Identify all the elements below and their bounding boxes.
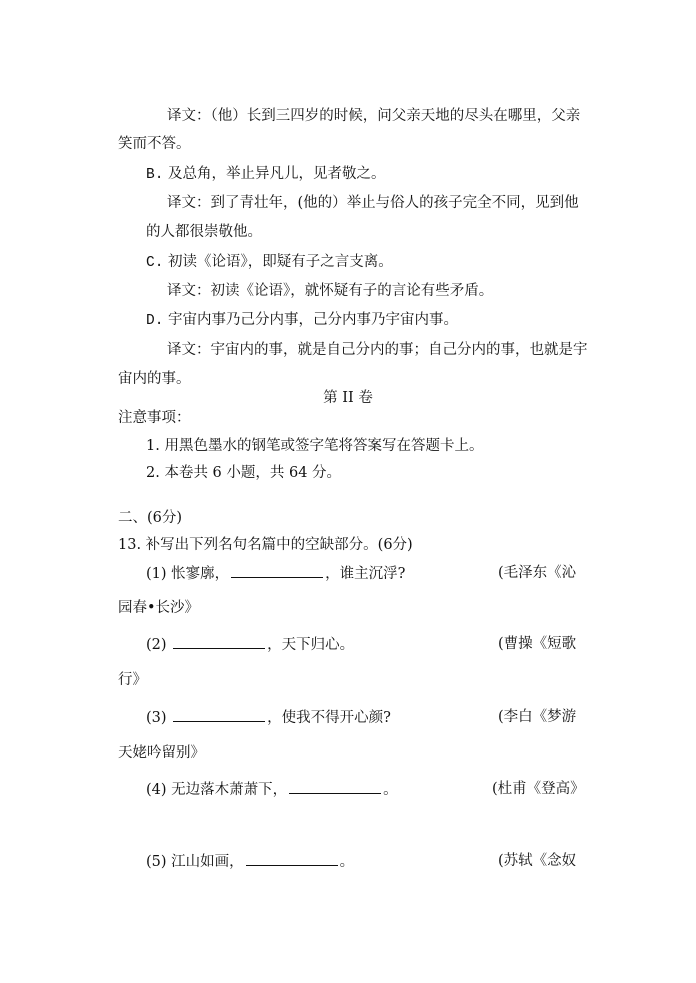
- quote-item-1-source-cont: 园春•长沙》: [118, 600, 200, 616]
- option-d-text: 宇宙内事乃己分内事，己分内事乃宇宙内事。: [168, 312, 459, 328]
- notes-item-2: 2. 本卷共 6 小题，共 64 分。: [146, 465, 342, 481]
- volume-title: 第 II 卷: [323, 390, 373, 406]
- section-heading: 二、(6分): [118, 510, 183, 526]
- quote-item-1-blank[interactable]: [231, 563, 323, 578]
- quote-item-3-after: ，使我不得开心颜?: [267, 710, 391, 726]
- option-d-translation-line2: 宙内的事。: [118, 371, 191, 387]
- quote-item-5-blank[interactable]: [246, 851, 338, 866]
- option-b-translation-line1: 译文：到了青壮年，(他的）举止与俗人的孩子完全不同，见到他: [167, 195, 579, 211]
- quote-item-2-after: ，天下归心。: [267, 637, 355, 653]
- option-b-label: B.: [146, 167, 164, 183]
- quote-item-3-blank[interactable]: [173, 707, 265, 722]
- quote-item-5-number: (5): [146, 854, 167, 870]
- quote-item-4-source: (杜甫《登高》: [492, 781, 585, 797]
- option-a-translation-line2: 笑而不答。: [118, 136, 191, 152]
- quote-item-1-after: ，谁主沉浮?: [325, 566, 406, 582]
- quote-item-3-source-cont: 天姥吟留别》: [118, 745, 205, 761]
- quote-item-3-number: (3): [146, 710, 167, 726]
- quote-item-5-source: (苏轼《念奴: [498, 853, 577, 869]
- quote-item-1-before: 怅寥廓，: [171, 566, 230, 582]
- quote-item-4: [146, 779, 398, 800]
- quote-item-5: [146, 851, 354, 872]
- notes-heading: 注意事项：: [118, 410, 191, 426]
- quote-item-5-before: 江山如画，: [171, 854, 244, 870]
- option-b-translation-line2: 的人都很崇敬他。: [146, 224, 262, 240]
- notes-item-1: 1. 用黑色墨水的钢笔或签字笔将答案写在答题卡上。: [146, 438, 484, 454]
- quote-item-2-source: (曹操《短歌: [498, 636, 577, 652]
- quote-item-2-number: (2): [146, 637, 167, 653]
- quote-item-2: [146, 634, 354, 655]
- option-b: [146, 164, 386, 185]
- option-c: [146, 252, 393, 273]
- option-b-text: 及总角，举止异凡儿，见者敬之。: [168, 166, 386, 182]
- quote-item-3: [146, 707, 391, 728]
- quote-item-4-before: 无边落木萧萧下，: [171, 782, 288, 798]
- question-13: 13. 补写出下列名句名篇中的空缺部分。(6分): [118, 537, 413, 553]
- quote-item-3-source: (李白《梦游: [498, 709, 577, 725]
- option-c-text: 初读《论语》，即疑有子之言支离。: [168, 254, 393, 270]
- quote-item-4-number: (4): [146, 782, 167, 798]
- quote-item-1: [146, 563, 405, 584]
- option-c-translation: 译文：初读《论语》，就怀疑有子的言论有些矛盾。: [167, 283, 494, 299]
- option-a-translation-line1: 译文：（他）长到三四岁的时候，问父亲天地的尽头在哪里，父亲: [167, 108, 581, 124]
- quote-item-2-blank[interactable]: [173, 634, 265, 649]
- option-c-label: C.: [146, 255, 164, 271]
- option-d-translation-line1: 译文：宇宙内的事，就是自己分内的事；自己分内的事，也就是宇: [167, 342, 588, 358]
- quote-item-2-source-cont: 行》: [118, 672, 147, 688]
- quote-item-5-after: 。: [339, 854, 355, 870]
- option-d-label: D.: [146, 313, 164, 329]
- quote-item-4-blank[interactable]: [289, 779, 381, 794]
- quote-item-4-after: 。: [383, 782, 398, 798]
- quote-item-1-source: (毛泽东《沁: [498, 565, 577, 581]
- option-d: [146, 310, 458, 331]
- quote-item-1-number: (1): [146, 566, 167, 582]
